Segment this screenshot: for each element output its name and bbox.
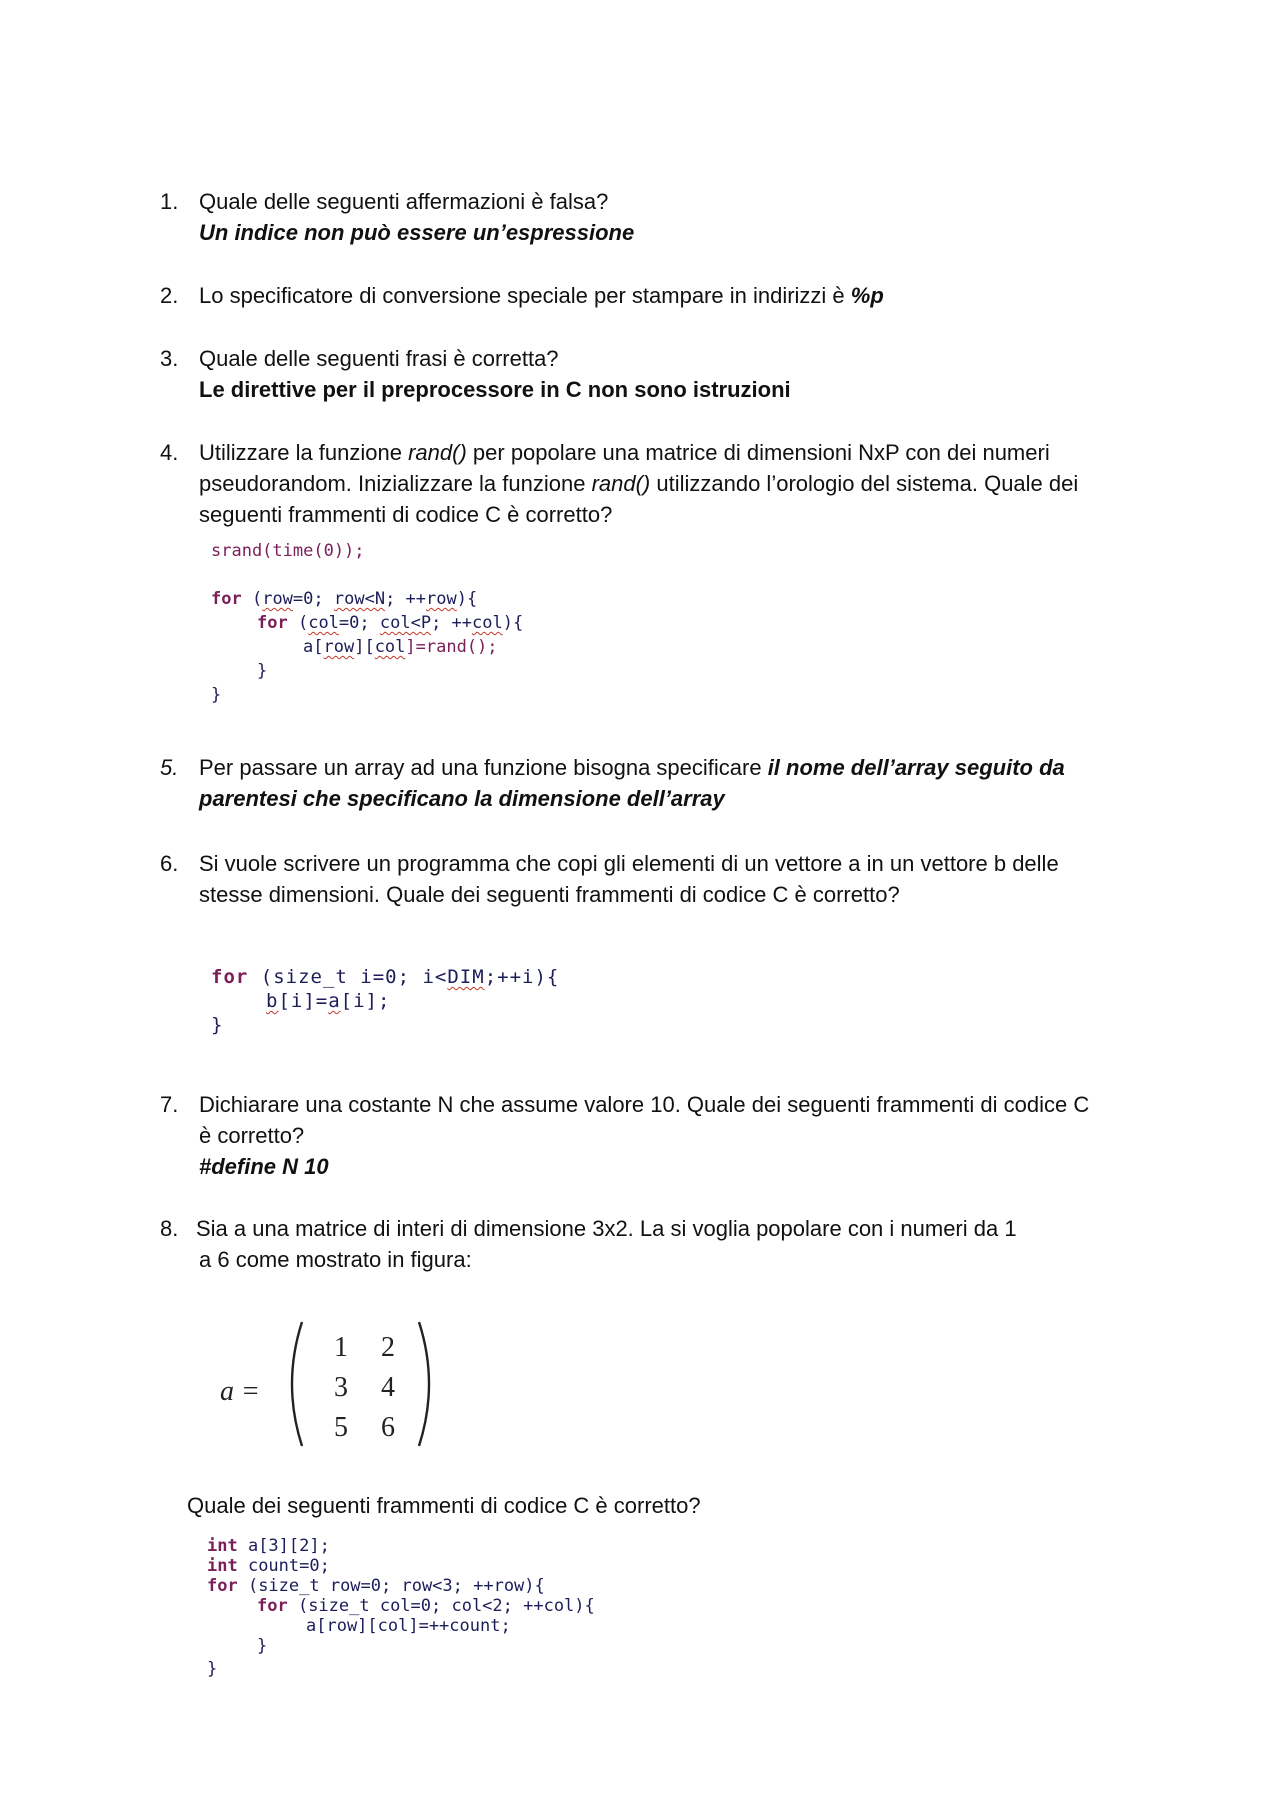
text-segment: Utilizzare la funzione	[199, 440, 409, 465]
question-text-line1: Dichiarare una costante N che assume valore 10. Quale dei seguenti frammenti di codice C	[199, 1092, 1090, 1117]
question-text-main: Lo specificatore di conversione speciale per stampare in indirizzi è	[199, 283, 851, 308]
code-keyword: for	[257, 613, 288, 633]
question-number: 3.	[160, 346, 179, 371]
code-text: (	[287, 613, 309, 633]
right-parenthesis	[419, 1322, 429, 1446]
code-text: a[3][2];	[237, 1536, 330, 1556]
code-text: (size_t col=0; col<2; ++col){	[287, 1596, 595, 1616]
code-text: (size_t row=0; row<3; ++row){	[237, 1576, 545, 1596]
question-text: Quale delle seguenti frasi è corretta?	[199, 346, 559, 371]
question-number: 2.	[160, 283, 179, 308]
question-8-prompt: Quale dei seguenti frammenti di codice C è corretto?	[187, 1493, 701, 1518]
code-token: row	[262, 589, 293, 609]
question-text-line2: a 6 come mostrato in figura:	[199, 1247, 472, 1272]
question-number: 5.	[160, 755, 179, 780]
code-text: [i]=	[278, 990, 329, 1012]
matrix-cell: 1	[334, 1332, 348, 1363]
text-segment: pseudorandom. Inizializzare la funzione	[199, 471, 592, 496]
code-keyword: int	[207, 1536, 238, 1556]
question-number: 6.	[160, 851, 179, 876]
answer-text: parentesi che specificano la dimensione dell’array	[199, 786, 725, 811]
code-text: =0;	[338, 613, 380, 633]
code-token: col	[472, 613, 503, 633]
question-text: Quale delle seguenti affermazioni è falsa?	[199, 189, 609, 214]
matrix-cell: 4	[381, 1372, 395, 1403]
question-text-line3: seguenti frammenti di codice C è corretto?	[199, 502, 613, 527]
code-text: srand(time(0));	[211, 541, 365, 561]
question-text-line1: Sia a una matrice di interi di dimensione 3x2. La si voglia popolare con i numeri da 1	[196, 1216, 1017, 1241]
code-line	[211, 539, 365, 563]
code-text: }	[257, 661, 268, 681]
code-text: }	[257, 1636, 268, 1656]
matrix-cell: 6	[381, 1412, 395, 1443]
code-text: }	[207, 1659, 218, 1679]
code-token: a	[328, 990, 341, 1012]
question-text-line1	[199, 437, 1159, 468]
answer-text: #define N 10	[199, 1154, 329, 1179]
code-keyword: for	[211, 589, 242, 609]
matrix-cell: 3	[334, 1372, 348, 1403]
question-text	[199, 752, 1159, 783]
code-keyword: for	[257, 1596, 288, 1616]
code-line	[266, 989, 390, 1013]
question-number: 4.	[160, 440, 179, 465]
code-text: ][	[354, 637, 375, 657]
matrix-svg	[216, 1318, 456, 1450]
code-text: ){	[502, 613, 524, 633]
answer-text: il nome dell’array seguito da	[767, 755, 1065, 780]
code-text: ;++i){	[484, 966, 560, 988]
answer-text: Un indice non può essere un’espressione	[199, 220, 635, 245]
code-line	[211, 587, 477, 611]
code-text: (	[241, 589, 263, 609]
question-number: 7.	[160, 1092, 179, 1117]
matrix-cell: 2	[381, 1332, 395, 1363]
code-text: a[	[303, 637, 324, 657]
matrix-cell: 5	[334, 1412, 348, 1443]
code-line	[257, 659, 267, 683]
code-text: ; ++	[431, 613, 473, 633]
matrix-label: a =	[220, 1376, 260, 1407]
function-name: rand()	[408, 440, 467, 465]
code-text: }	[211, 685, 222, 705]
code-line	[207, 1657, 217, 1681]
code-text: (size_t i=0; i<	[248, 966, 448, 988]
answer-text: Le direttive per il preprocessore in C non sono istruzioni	[199, 377, 791, 402]
question-text-line2: è corretto?	[199, 1123, 305, 1148]
left-parenthesis	[292, 1322, 302, 1446]
code-token: col<P	[379, 613, 432, 633]
question-text-line2: stesse dimensioni. Quale dei seguenti frammenti di codice C è corretto?	[199, 882, 900, 907]
code-line	[211, 683, 221, 707]
code-line	[211, 1013, 222, 1037]
code-keyword: for	[207, 1576, 238, 1596]
code-token: b	[266, 990, 279, 1012]
code-token: col	[308, 613, 339, 633]
code-text: a[row][col]=++count;	[306, 1616, 511, 1636]
code-token: row	[323, 637, 355, 657]
code-text: ; ++	[385, 589, 427, 609]
question-text	[199, 280, 1159, 311]
code-token: col	[374, 637, 406, 657]
code-keyword: int	[207, 1556, 238, 1576]
code-line	[306, 1614, 511, 1638]
code-text: }	[211, 1014, 223, 1036]
text-segment: Per passare un array ad una funzione bisogna specificare	[199, 755, 768, 780]
function-name: rand()	[591, 471, 651, 496]
answer-text: %p	[850, 283, 884, 308]
code-text: count=0;	[237, 1556, 330, 1576]
code-text: =0;	[292, 589, 334, 609]
question-text-line2	[199, 468, 1159, 499]
text-segment: utilizzando l’orologio del sistema. Quale dei	[650, 471, 1079, 496]
code-keyword: for	[211, 966, 249, 988]
code-text: ){	[456, 589, 478, 609]
code-line	[257, 611, 523, 635]
code-line	[257, 1634, 267, 1658]
question-text-line1: Si vuole scrivere un programma che copi gli elementi di un vettore a in un vettore b delle	[199, 851, 1059, 876]
matrix-figure	[216, 1318, 456, 1450]
code-token: row<N	[333, 589, 386, 609]
code-line	[303, 635, 498, 659]
code-text: ]=rand();	[405, 637, 498, 657]
question-number: 8.	[160, 1216, 179, 1241]
code-line	[211, 965, 559, 989]
code-text: [i];	[340, 990, 391, 1012]
code-token: DIM	[447, 966, 485, 988]
question-number: 1.	[160, 189, 179, 214]
code-token: row	[426, 589, 457, 609]
text-segment: per popolare una matrice di dimensioni NxP con dei numeri	[466, 440, 1050, 465]
